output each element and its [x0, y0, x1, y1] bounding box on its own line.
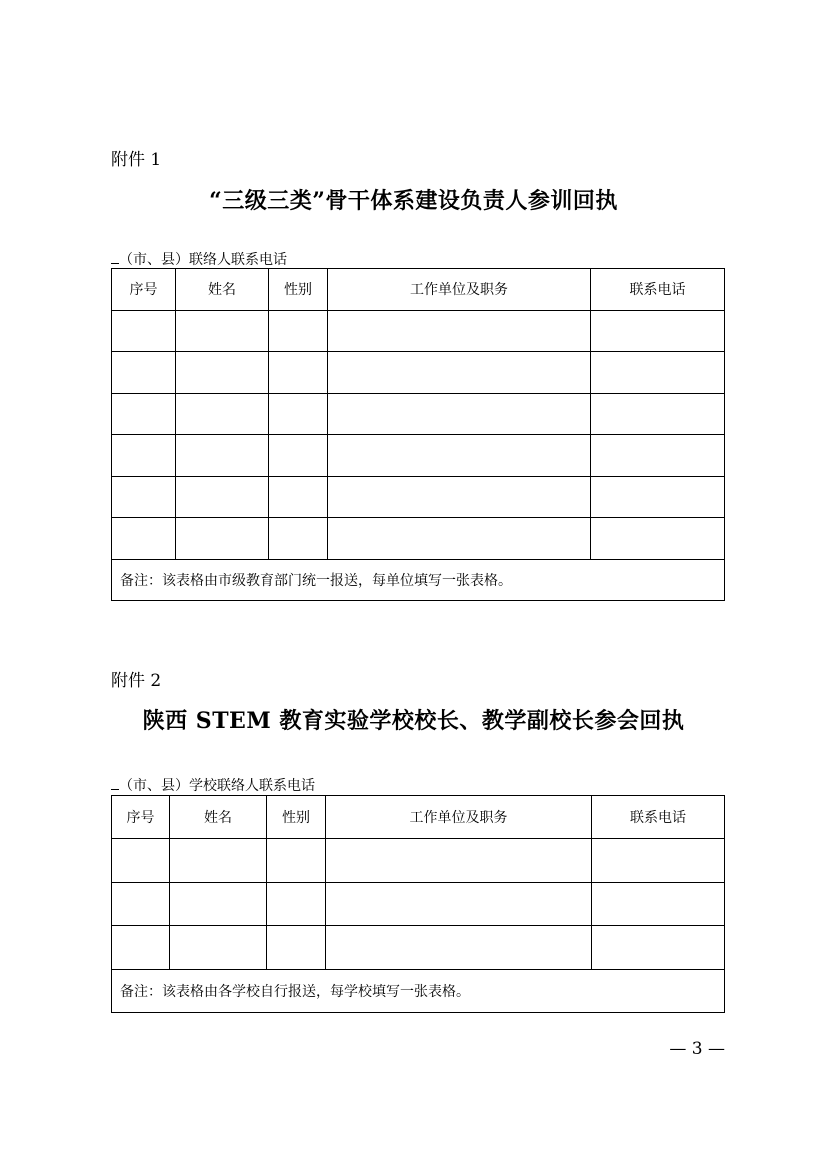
header-unit-position: 工作单位及职务	[328, 269, 591, 311]
table-note-row	[112, 559, 725, 601]
cell-index[interactable]	[112, 476, 176, 518]
cell-phone[interactable]	[591, 352, 725, 394]
cell-phone[interactable]	[592, 926, 725, 969]
cell-gender[interactable]	[269, 393, 328, 435]
table-row	[112, 352, 725, 394]
attachment-1-contact-text: （市、县）联络人联系电话	[119, 252, 287, 268]
cell-gender[interactable]	[269, 476, 328, 518]
table-row	[112, 435, 725, 477]
cell-name[interactable]	[170, 882, 267, 925]
attachment-1-label: 附件 1	[111, 150, 162, 170]
attachment-2-label: 附件 2	[111, 671, 162, 691]
table-row	[112, 476, 725, 518]
table-note-row	[112, 969, 725, 1012]
cell-index[interactable]	[112, 310, 176, 352]
cell-index[interactable]	[112, 839, 170, 882]
cell-unit-position[interactable]	[326, 926, 592, 969]
attachment-1-note: 备注：该表格由市级教育部门统一报送，每单位填写一张表格。	[112, 559, 725, 601]
table-header-row	[112, 269, 725, 311]
attachment-2-title: 陕西 STEM 教育实验学校校长、教学副校长参会回执	[142, 708, 685, 734]
header-phone: 联系电话	[592, 796, 725, 839]
attachment-2-contact-text: （市、县）学校联络人联系电话	[119, 778, 315, 794]
cell-gender[interactable]	[267, 882, 326, 925]
cell-unit-position[interactable]	[328, 518, 591, 560]
cell-index[interactable]	[112, 393, 176, 435]
cell-gender[interactable]	[269, 310, 328, 352]
table-header-row	[112, 796, 725, 839]
cell-gender[interactable]	[269, 435, 328, 477]
cell-unit-position[interactable]	[328, 435, 591, 477]
header-name: 姓名	[176, 269, 269, 311]
header-phone: 联系电话	[591, 269, 725, 311]
cell-phone[interactable]	[592, 839, 725, 882]
cell-phone[interactable]	[591, 476, 725, 518]
table-row	[112, 393, 725, 435]
cell-index[interactable]	[112, 926, 170, 969]
cell-name[interactable]	[170, 839, 267, 882]
cell-phone[interactable]	[591, 393, 725, 435]
cell-name[interactable]	[170, 926, 267, 969]
cell-name[interactable]	[176, 435, 269, 477]
cell-index[interactable]	[112, 435, 176, 477]
cell-unit-position[interactable]	[326, 882, 592, 925]
cell-name[interactable]	[176, 518, 269, 560]
header-gender: 性别	[267, 796, 326, 839]
cell-index[interactable]	[112, 518, 176, 560]
cell-unit-position[interactable]	[328, 310, 591, 352]
cell-name[interactable]	[176, 393, 269, 435]
cell-gender[interactable]	[269, 352, 328, 394]
page-number: — 3 —	[669, 1039, 725, 1059]
attachment-1-title: “三级三类”骨干体系建设负责人参训回执	[209, 188, 618, 214]
cell-name[interactable]	[176, 352, 269, 394]
table-row	[112, 882, 725, 925]
cell-index[interactable]	[112, 882, 170, 925]
attachment-1-contact-line	[111, 249, 287, 269]
attachment-2-table	[111, 795, 725, 1013]
attachment-1-table	[111, 268, 725, 601]
cell-unit-position[interactable]	[328, 393, 591, 435]
cell-unit-position[interactable]	[328, 476, 591, 518]
cell-unit-position[interactable]	[328, 352, 591, 394]
cell-name[interactable]	[176, 476, 269, 518]
table-row	[112, 310, 725, 352]
header-gender: 性别	[269, 269, 328, 311]
cell-index[interactable]	[112, 352, 176, 394]
cell-gender[interactable]	[269, 518, 328, 560]
table-row	[112, 839, 725, 882]
contact-blank[interactable]	[111, 775, 119, 790]
cell-name[interactable]	[176, 310, 269, 352]
contact-blank[interactable]	[111, 249, 119, 264]
header-name: 姓名	[170, 796, 267, 839]
table-row	[112, 518, 725, 560]
cell-gender[interactable]	[267, 926, 326, 969]
cell-phone[interactable]	[591, 435, 725, 477]
cell-phone[interactable]	[591, 310, 725, 352]
table-row	[112, 926, 725, 969]
header-index: 序号	[112, 269, 176, 311]
attachment-2-note: 备注：该表格由各学校自行报送，每学校填写一张表格。	[112, 969, 725, 1012]
cell-phone[interactable]	[591, 518, 725, 560]
header-unit-position: 工作单位及职务	[326, 796, 592, 839]
cell-phone[interactable]	[592, 882, 725, 925]
attachment-2-contact-line	[111, 775, 315, 795]
cell-gender[interactable]	[267, 839, 326, 882]
header-index: 序号	[112, 796, 170, 839]
cell-unit-position[interactable]	[326, 839, 592, 882]
